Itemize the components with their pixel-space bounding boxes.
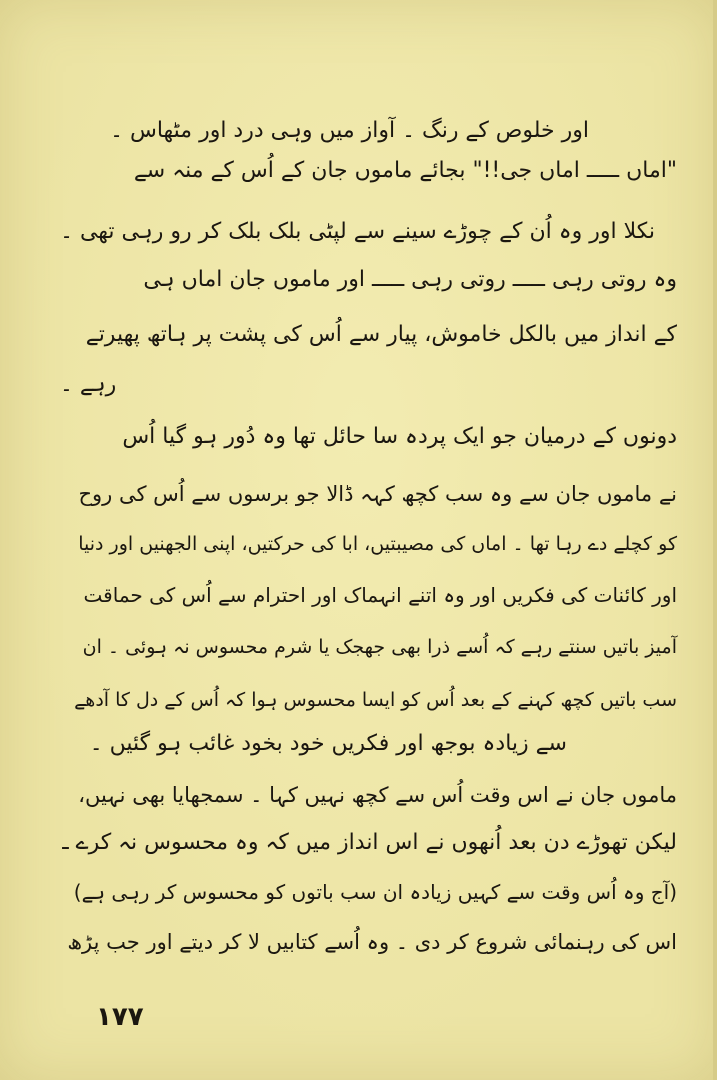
page-text bbox=[60, 0, 677, 1000]
text-line: کے انداز میں بالکل خاموش، پیار سے اُس کی پشت پر ہاتھ پھیرتے bbox=[85, 322, 677, 347]
text-line: نے ماموں جان سے وہ سب کچھ کہہ ڈالا جو برسوں سے اُس کی روح bbox=[78, 482, 677, 506]
text-line: سے زیادہ بوجھ اور فکریں خود بخود غائب ہو گئیں ۔ bbox=[89, 731, 567, 756]
text-line: وہ روتی رہی ـــــ روتی رہی ـــــ اور ماموں جان اماں ہی bbox=[143, 267, 677, 292]
text-line: نکلا اور وہ اُن کے چوڑے سینے سے لپٹی بلک بلک کر رو رہی تھی ۔ bbox=[60, 219, 655, 244]
text-line: اور کائنات کی فکریں اور وہ اتنے انہماک اور احترام سے اُس کی حماقت bbox=[83, 583, 677, 607]
text-line: آمیز باتیں سنتے رہے کہ اُسے ذرا بھی جھجک یا شرم محسوس نہ ہوئی ۔ ان bbox=[82, 636, 677, 658]
text-line: اس کی رہنمائی شروع کر دی ۔ وہ اُسے کتابیں لا کر دیتے اور جب پڑھ bbox=[67, 930, 677, 954]
text-line: ماموں جان نے اس وقت اُس سے کچھ نہیں کہا ۔ سمجھایا بھی نہیں، bbox=[78, 783, 677, 807]
text-line: (آج وہ اُس وقت سے کہیں زیادہ ان سب باتوں کو محسوس کر رہی ہے) bbox=[73, 880, 677, 904]
text-line: دونوں کے درمیان جو ایک پردہ سا حائل تھا وہ دُور ہو گیا اُس bbox=[122, 424, 677, 449]
page-edge bbox=[713, 0, 717, 1080]
page-number: ١٧٧ bbox=[96, 1002, 144, 1032]
text-line: رہے ۔ bbox=[60, 372, 117, 397]
text-line: کو کچلے دے رہا تھا ۔ اماں کی مصیبتیں، ابا کی حرکتیں، اپنی الجھنیں اور دنیا bbox=[78, 533, 677, 555]
text-line: لیکن تھوڑے دن بعد اُنھوں نے اس انداز میں کہ وہ محسوس نہ کرے ـ bbox=[62, 830, 677, 855]
text-line: اور خلوص کے رنگ ۔ آواز میں وہی درد اور مٹھاس ۔ bbox=[110, 118, 589, 143]
text-line: سب باتیں کچھ کہنے کے بعد اُس کو ایسا محسوس ہوا کہ اُس کے دل کا آدھے bbox=[74, 689, 677, 711]
text-line: "اماں ـــــ اماں جی!!" بجائے ماموں جان کے اُس کے منہ سے bbox=[133, 158, 677, 183]
